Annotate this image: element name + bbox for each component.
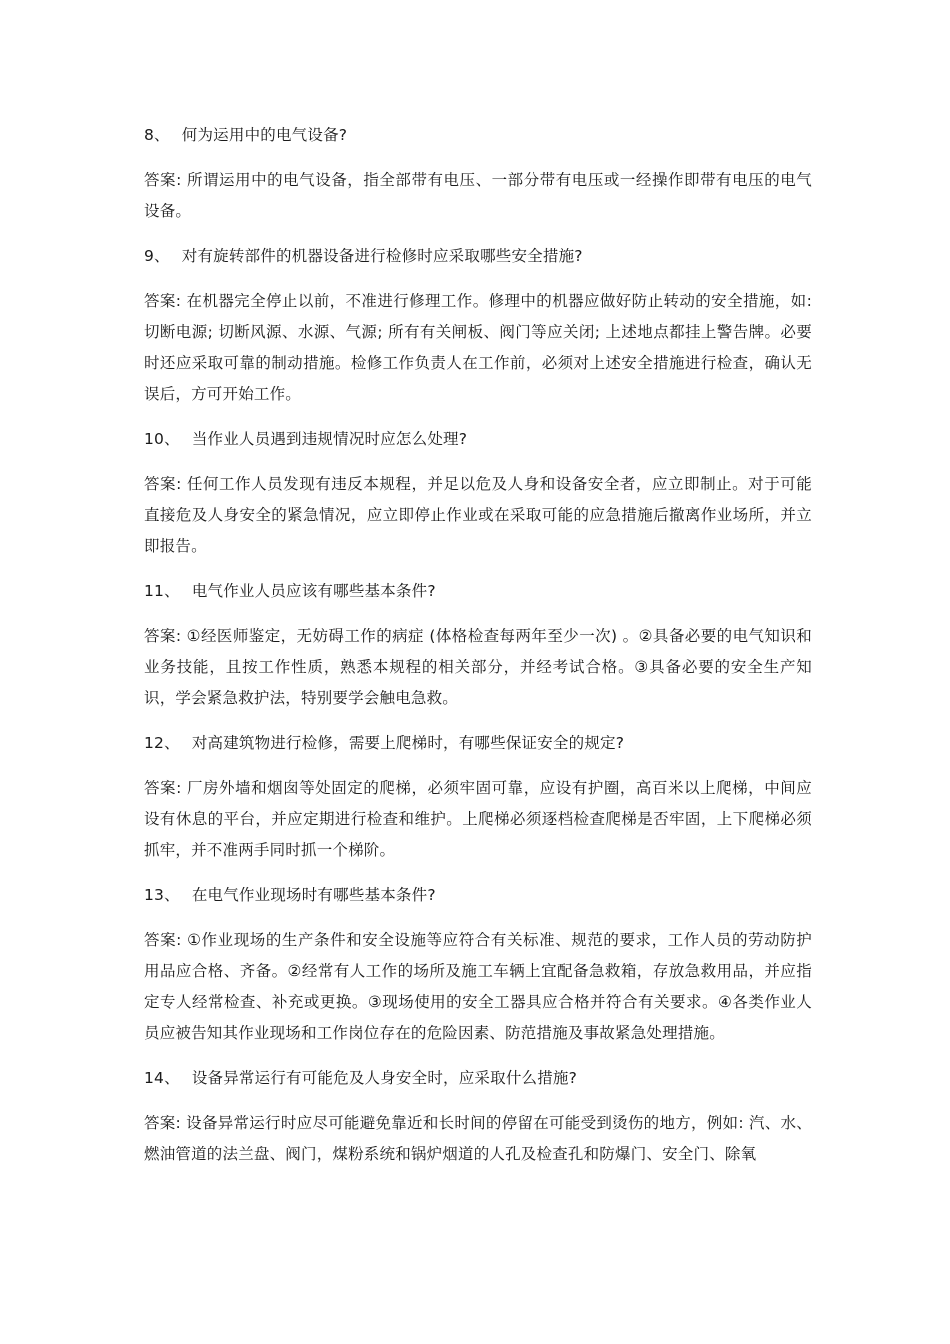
- question-body: 在电气作业现场时有哪些基本条件?: [191, 886, 436, 904]
- question-text: [144, 424, 812, 455]
- qa-item-8: [144, 120, 812, 227]
- question-body: 当作业人员遇到违规情况时应怎么处理?: [191, 430, 468, 448]
- question-number: 10、: [144, 430, 180, 448]
- answer-text: 答案: 任何工作人员发现有违反本规程，并足以危及人身和设备安全者，应立即制止。对于可能直接危及人身安全的紧急情况，应立即停止作业或在采取可能的应急措施后撤离作业场所，并立即报告。: [144, 475, 812, 555]
- answer-text: 答案: 在机器完全停止以前，不准进行修理工作。修理中的机器应做好防止转动的安全措施，如: 切断电源; 切断风源、水源、气源; 所有有关闸板、阀门等应关闭; 上述地点都挂上警告牌。必要时还应采取可靠的制动措施。检修工作负责人在工作前，必须对上述安全措施进行检查，确认无误后，方可开始工作。: [144, 292, 812, 403]
- question-text: [144, 120, 812, 151]
- answer-text: 答案: 厂房外墙和烟囱等处固定的爬梯，必须牢固可靠，应设有护圈，高百米以上爬梯，中间应设有休息的平台，并应定期进行检查和维护。上爬梯必须逐档检查爬梯是否牢固，上下爬梯必须抓牢，并不准两手同时抓一个梯阶。: [144, 779, 812, 859]
- answer-text: 答案: 设备异常运行时应尽可能避免靠近和长时间的停留在可能受到烫伤的地方，例如: 汽、水、燃油管道的法兰盘、阀门，煤粉系统和锅炉烟道的人孔及检查孔和防爆门、安全门、除氧: [144, 1114, 812, 1163]
- qa-item-12: [144, 728, 812, 866]
- qa-item-13: [144, 880, 812, 1049]
- question-body: 电气作业人员应该有哪些基本条件?: [191, 582, 436, 600]
- question-body: 对有旋转部件的机器设备进行检修时应采取哪些安全措施?: [181, 247, 583, 265]
- question-text: [144, 1063, 812, 1094]
- answer-text: 答案: ①经医师鉴定，无妨碍工作的病症 (体格检查每两年至少一次) 。②具备必要的电气知识和业务技能，且按工作性质，熟悉本规程的相关部分，并经考试合格。③具备必要的安全生产知识，学会紧急救护法，特别要学会触电急救。: [144, 627, 812, 707]
- question-text: [144, 880, 812, 911]
- question-text: [144, 728, 812, 759]
- answer-text: 答案: ①作业现场的生产条件和安全设施等应符合有关标准、规范的要求，工作人员的劳动防护用品应合格、齐备。②经常有人工作的场所及施工车辆上宜配备急救箱，存放急救用品，并应指定专人经常检查、补充或更换。③现场使用的安全工器具应合格并符合有关要求。④各类作业人员应被告知其作业现场和工作岗位存在的危险因素、防范措施及事故紧急处理措施。: [144, 931, 812, 1042]
- document-page: [144, 120, 812, 1184]
- question-text: [144, 241, 812, 272]
- question-number: 13、: [144, 886, 180, 904]
- question-number: 14、: [144, 1069, 180, 1087]
- question-body: 设备异常运行有可能危及人身安全时，应采取什么措施?: [191, 1069, 578, 1087]
- question-number: 11、: [144, 582, 180, 600]
- question-text: [144, 576, 812, 607]
- answer-text: 答案: 所谓运用中的电气设备，指全部带有电压、一部分带有电压或一经操作即带有电压的电气设备。: [144, 171, 812, 220]
- question-number: 9、: [144, 247, 170, 265]
- qa-item-10: [144, 424, 812, 562]
- question-body: 何为运用中的电气设备?: [181, 126, 348, 144]
- qa-item-14: [144, 1063, 812, 1170]
- question-number: 12、: [144, 734, 180, 752]
- question-body: 对高建筑物进行检修，需要上爬梯时，有哪些保证安全的规定?: [191, 734, 625, 752]
- qa-item-9: [144, 241, 812, 410]
- question-number: 8、: [144, 126, 170, 144]
- qa-item-11: [144, 576, 812, 714]
